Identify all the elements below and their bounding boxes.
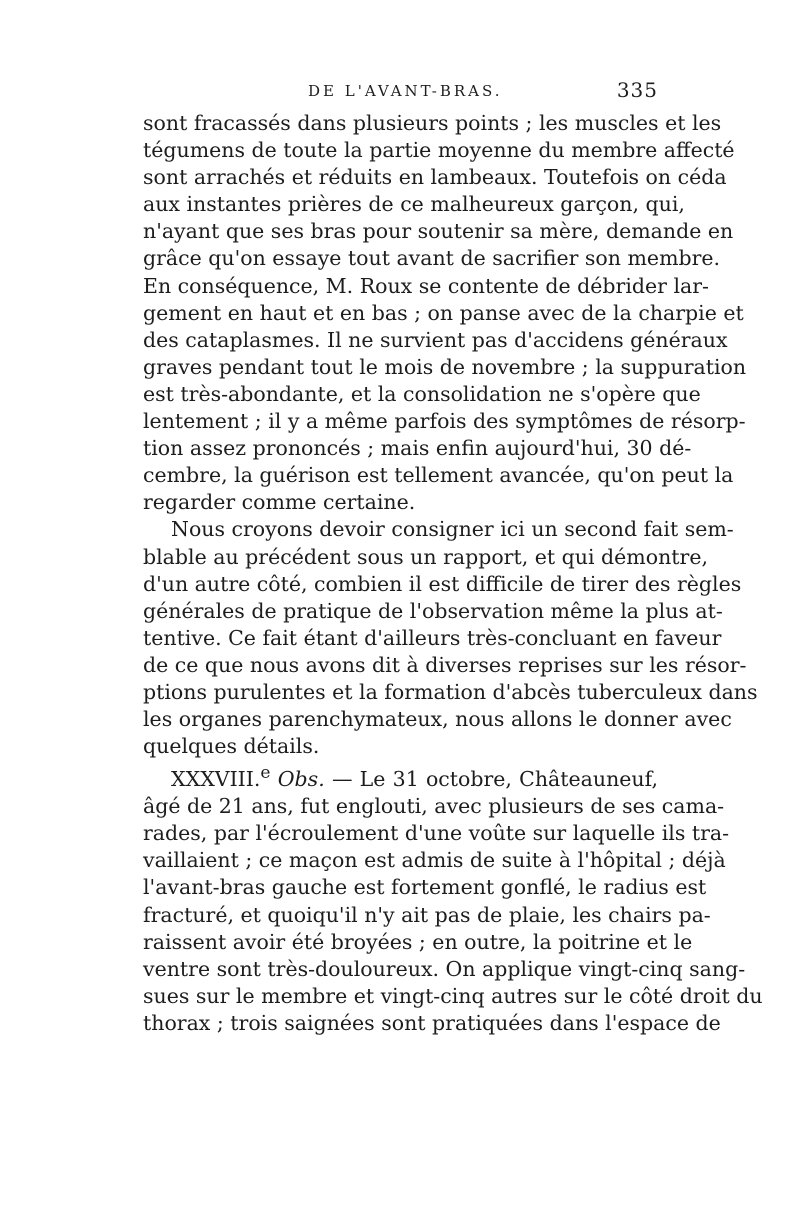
observation-number: XXXVIII. bbox=[171, 767, 261, 792]
text-line: n'ayant que ses bras pour soutenir sa mère, demande en bbox=[143, 219, 734, 244]
text-line: sont fracassés dans plusieurs points ; les muscles et les bbox=[143, 111, 722, 135]
text-line: sont arrachés et réduits en lambeaux. Toutefois on céda bbox=[143, 165, 727, 190]
text-line: En conséquence, M. Roux se contente de débrider lar- bbox=[143, 273, 709, 298]
running-title: DE L'AVANT-BRAS. bbox=[308, 82, 503, 100]
text-line: lentement ; il y a même parfois des symptômes de résorp- bbox=[143, 409, 746, 434]
text-line: fracturé, et quoiqu'il n'y ait pas de plaie, les chairs pa- bbox=[143, 902, 711, 927]
observation-label: Obs. bbox=[277, 767, 325, 792]
text-line: blable au précédent sous un rapport, et qui démontre, bbox=[143, 544, 708, 569]
paragraph-observation bbox=[143, 760, 763, 1037]
text-line: d'un autre côté, combien il est difficile de tirer des règles bbox=[143, 571, 742, 596]
text-line: de ce que nous avons dit à diverses reprises sur les résor- bbox=[143, 652, 747, 677]
text-line: Nous croyons devoir consigner ici un second fait sem- bbox=[171, 517, 734, 542]
paragraph-2 bbox=[143, 516, 758, 760]
text-line: des cataplasmes. Il ne survient pas d'accidens généraux bbox=[143, 327, 728, 352]
observation-heading-line bbox=[143, 760, 658, 793]
text-line: regarder comme certaine. bbox=[143, 490, 416, 515]
text-line: est très-abondante, et la consolidation ne s'opère que bbox=[143, 381, 701, 406]
text-line: générales de pratique de l'observation même la plus at- bbox=[143, 598, 723, 623]
text-line: graves pendant tout le mois de novembre ; la suppuration bbox=[143, 354, 747, 379]
text-line: — Le 31 octobre, Châteauneuf, bbox=[331, 767, 658, 792]
text-line: sues sur le membre et vingt-cinq autres sur le côté droit du bbox=[143, 983, 763, 1008]
running-head bbox=[143, 70, 658, 110]
text-line: cembre, la guérison est tellement avancée, qu'on peut la bbox=[143, 463, 734, 488]
page-body bbox=[143, 110, 763, 1037]
text-line: raissent avoir été broyées ; en outre, la poitrine et le bbox=[143, 929, 693, 954]
text-line: les organes parenchymateux, nous allons le donner avec bbox=[143, 707, 732, 732]
text-line: quelques détails. bbox=[143, 734, 320, 759]
book-page bbox=[143, 70, 763, 1050]
text-line: tentive. Ce fait étant d'ailleurs très-concluant en faveur bbox=[143, 625, 722, 650]
text-line: thorax ; trois saignées sont pratiquées dans l'espace de bbox=[143, 1010, 721, 1035]
observation-number-suffix: e bbox=[260, 763, 271, 784]
page-number: 335 bbox=[616, 78, 658, 102]
text-line: aux instantes prières de ce malheureux garçon, qui, bbox=[143, 192, 685, 217]
text-line: âgé de 21 ans, fut englouti, avec plusieurs de ses cama- bbox=[143, 794, 725, 819]
text-line: vaillaient ; ce maçon est admis de suite à l'hôpital ; déjà bbox=[143, 848, 726, 873]
text-line: tion assez prononcés ; mais enfin aujourd'hui, 30 dé- bbox=[143, 436, 692, 461]
text-line: l'avant-bras gauche est fortement gonflé, le radius est bbox=[143, 875, 707, 900]
text-line: gement en haut et en bas ; on panse avec de la charpie et bbox=[143, 300, 744, 325]
text-line: tégumens de toute la partie moyenne du membre affecté bbox=[143, 138, 735, 163]
text-line: grâce qu'on essaye tout avant de sacrifier son membre. bbox=[143, 246, 721, 271]
paragraph-1 bbox=[143, 110, 747, 516]
text-line: rades, par l'écroulement d'une voûte sur laquelle ils tra- bbox=[143, 821, 730, 846]
text-line: ptions purulentes et la formation d'abcès tuberculeux dans bbox=[143, 679, 758, 704]
text-line: ventre sont très-douloureux. On applique vingt-cinq sang- bbox=[143, 956, 746, 981]
